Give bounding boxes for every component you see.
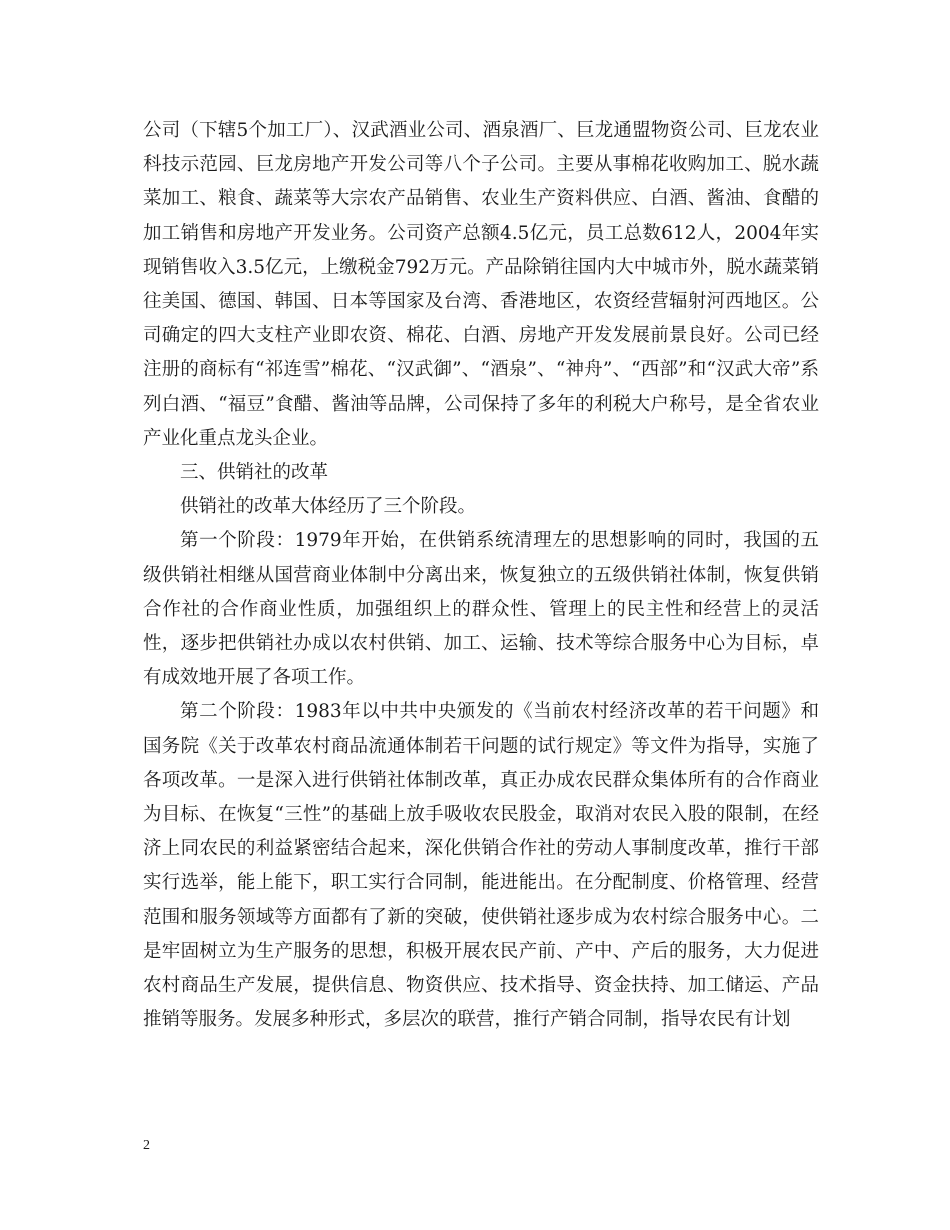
paragraph-company-overview: 公司（下辖5个加工厂）、汉武酒业公司、酒泉酒厂、巨龙通盟物资公司、巨龙农业科技示范园、巨龙房地产开发公司等八个子公司。主要从事棉花收购加工、脱水蔬菜加工、粮食、蔬菜等大宗农产品销售、农业生产资料供应、白酒、酱油、食醋的加工销售和房地产开发业务。公司资产总额4.5亿元，员工总数612人，2004年实现销售收入3.5亿元，上缴税金792万元。产品除销往国内大中城市外，脱水蔬菜销往美国、德国、韩国、日本等国家及台湾、香港地区，农资经营辐射河西地区。公司确定的四大支柱产业即农资、棉花、白酒、房地产开发发展前景良好。公司已经注册的商标有“祁连雪”棉花、“汉武御”、“酒泉”、“神舟”、“西部”和“汉武大帝”系列白酒、“福豆”食醋、酱油等品牌，公司保持了多年的利税大户称号，是全省农业产业化重点龙头企业。 <box>143 120 819 449</box>
document-body <box>143 114 819 1037</box>
page-number: 2 <box>143 1138 150 1153</box>
paragraph-stage-two: 第二个阶段：1983年以中共中央颁发的《当前农村经济改革的若干问题》和国务院《关于改革农村商品流通体制若干问题的试行规定》等文件为指导，实施了各项改革。一是深入进行供销社体制改革，真正办成农民群众集体所有的合作商业为目标、在恢复“三性”的基础上放手吸收农民股金，取消对农民入股的限制，在经济上同农民的利益紧密结合起来，深化供销合作社的劳动人事制度改革，推行干部实行选举，能上能下，职工实行合同制，能进能出。在分配制度、价格管理、经营范围和服务领域等方面都有了新的突破，使供销社逐步成为农村综合服务中心。二是牢固树立为生产服务的思想，积极开展农民产前、产中、产后的服务，大力促进农村商品生产发展，提供信息、物资供应、技术指导、资金扶持、加工储运、产品推销等服务。发展多种形式，多层次的联营，推行产销合同制，指导农民有计划 <box>143 701 819 1031</box>
paragraph-intro: 供销社的改革大体经历了三个阶段。 <box>180 496 477 518</box>
paragraph-stage-one: 第一个阶段：1979年开始，在供销系统清理左的思想影响的同时，我国的五级供销社相继从国营商业体制中分离出来，恢复独立的五级供销社体制，恢复供销合作社的合作商业性质，加强组织上的群众性、管理上的民主性和经营上的灵活性，逐步把供销社办成以农村供销、加工、运输、技术等综合服务中心为目标，卓有成效地开展了各项工作。 <box>143 530 819 689</box>
section-heading: 三、供销社的改革 <box>180 462 329 484</box>
